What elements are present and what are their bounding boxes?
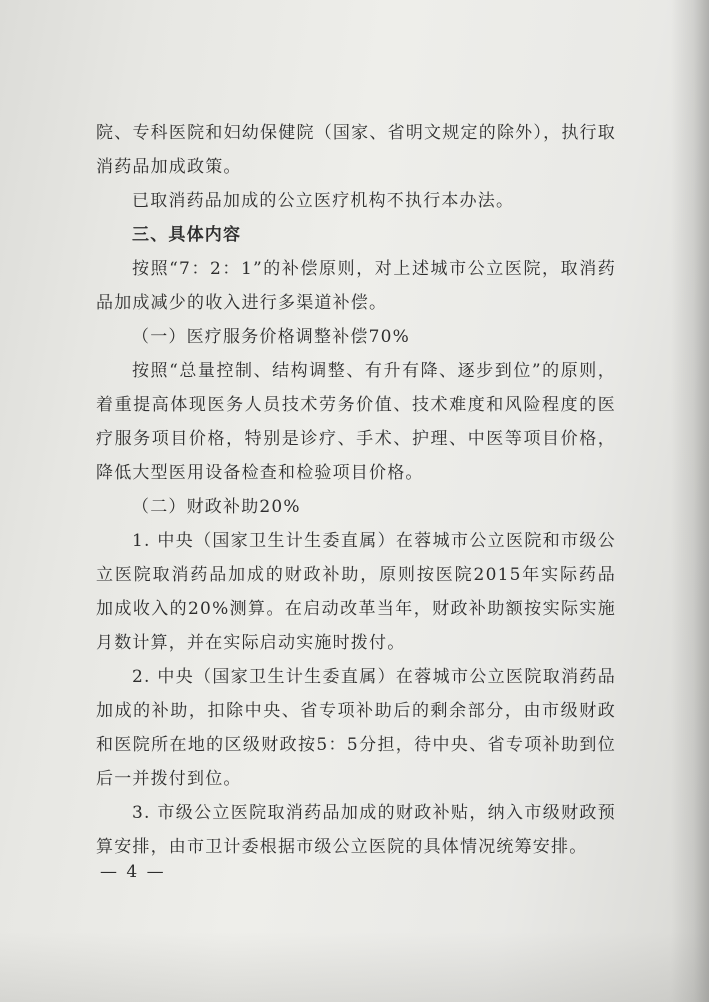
subheading-2: （二）财政补助20% bbox=[132, 497, 301, 517]
page-shadow-right bbox=[671, 0, 709, 1002]
paragraph-6: 2. 中央（国家卫生计生委直属）在蓉城市公立医院取消药品加成的补助，扣除中央、省专项补助后的剩余部分，由市级财政和医院所在地的区级财政按5：5分担，待中央、省专项补助到位后一并拨付到位。 bbox=[96, 667, 616, 789]
paragraph-1: 院、专科医院和妇幼保健院（国家、省明文规定的除外），执行取消药品加成政策。 bbox=[96, 123, 616, 177]
paragraph-2: 已取消药品加成的公立医疗机构不执行本办法。 bbox=[132, 191, 515, 211]
section-heading: 三、具体内容 bbox=[132, 225, 242, 245]
paragraph-5: 1. 中央（国家卫生计生委直属）在蓉城市公立医院和市级公立医院取消药品加成的财政补助，原则按医院2015年实际药品加成收入的20%测算。在启动改革当年，财政补助额按实际实施月数计算，并在实际启动实施时拨付。 bbox=[96, 531, 616, 653]
paragraph-7: 3. 市级公立医院取消药品加成的财政补贴，纳入市级财政预算安排，由市卫计委根据市级公立医院的具体情况统筹安排。 bbox=[96, 803, 616, 857]
paragraph-3: 按照“7：2：1”的补偿原则，对上述城市公立医院，取消药品加成减少的收入进行多渠道补偿。 bbox=[96, 259, 616, 313]
document-body bbox=[96, 116, 616, 864]
subheading-1: （一）医疗服务价格调整补偿70% bbox=[132, 327, 410, 347]
page-number: — 4 — bbox=[100, 862, 166, 882]
page-shadow-bottom bbox=[0, 932, 709, 1002]
paragraph-4: 按照“总量控制、结构调整、有升有降、逐步到位”的原则，着重提高体现医务人员技术劳务价值、技术难度和风险程度的医疗服务项目价格，特别是诊疗、手术、护理、中医等项目价格，降低大型医用设备检查和检验项目价格。 bbox=[96, 361, 616, 483]
